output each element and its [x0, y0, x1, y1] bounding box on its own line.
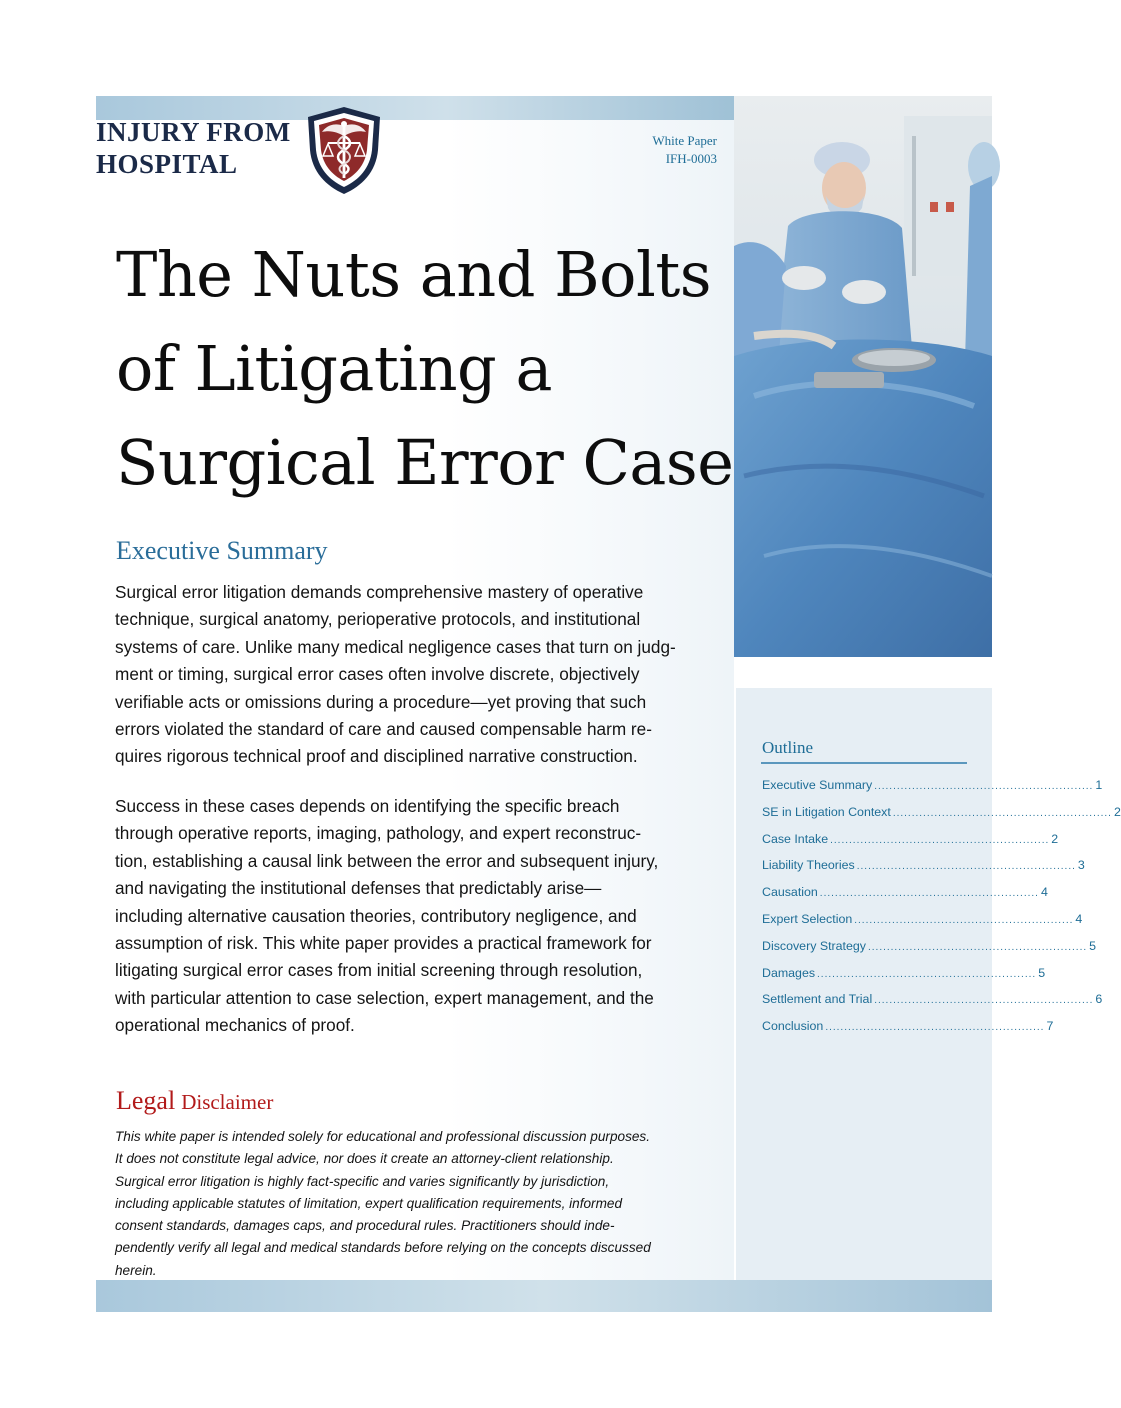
legal-disclaimer-text — [115, 1126, 700, 1282]
outline-item[interactable]: Expert Selection .......................................................... 4 — [762, 911, 1083, 926]
outline-item-label: Damages — [762, 965, 816, 980]
outline-item-label: Settlement and Trial — [762, 992, 873, 1007]
footer-band — [96, 1280, 992, 1312]
outline-item[interactable]: Case Intake .......................................................... 2 — [762, 831, 1059, 846]
brand-name — [96, 116, 306, 180]
executive-summary-paragraph-2 — [115, 793, 700, 1040]
title-line2: of Litigating a — [116, 332, 552, 405]
brand-name-line2: HOSPITAL — [96, 149, 238, 179]
outline-item[interactable]: SE in Litigation Context .......................................................... 2 — [762, 804, 1121, 819]
title-line1: The Nuts and Bolts — [116, 238, 712, 311]
document-type: White Paper — [652, 133, 717, 148]
outline-item-label: SE in Litigation Context — [762, 804, 891, 819]
outline-item-page: 6 — [1095, 992, 1103, 1007]
text-line: systems of care. Unlike many medical negligence cases that turn on judg- — [115, 636, 676, 657]
text-line: through operative reports, imaging, pathology, and expert reconstruc- — [115, 823, 642, 844]
outline-item-label: Liability Theories — [762, 858, 855, 873]
outline-item-page: 4 — [1040, 885, 1048, 900]
text-line: ment or timing, surgical error cases often involve discrete, objectively — [115, 664, 640, 685]
outline-item-page: 4 — [1075, 911, 1083, 926]
outline-item[interactable]: Discovery Strategy .......................................................... 5 — [762, 938, 1097, 953]
outline-item-label: Causation — [762, 885, 818, 900]
page-title — [116, 228, 734, 510]
text-line: including alternative causation theories, contributory negligence, and — [115, 905, 637, 926]
text-line: assumption of risk. This white paper provides a practical framework for — [115, 933, 652, 954]
outline-item[interactable]: Damages .......................................................... 5 — [762, 965, 1046, 980]
legal-heading-word: Legal — [116, 1086, 176, 1115]
text-line: technique, surgical anatomy, perioperative protocols, and institutional — [115, 609, 641, 630]
text-line: Surgical error litigation demands comprehensive mastery of operative — [115, 582, 644, 602]
text-line: tion, establishing a causal link between the error and subsequent injury, — [115, 850, 659, 871]
outline-item-page: 5 — [1038, 965, 1046, 980]
outline-item-label: Case Intake — [762, 831, 829, 846]
document-meta — [600, 132, 717, 168]
text-line: operational mechanics of proof. — [115, 1015, 355, 1036]
text-line: including applicable statutes of limitation, expert qualification requirements, informed — [115, 1195, 623, 1211]
legal-disclaimer-heading — [116, 1086, 273, 1116]
text-line: herein. — [115, 1262, 157, 1278]
outline-item[interactable]: Settlement and Trial .......................................................... 6 — [762, 992, 1103, 1007]
outline-item-label: Conclusion — [762, 1019, 824, 1034]
disclaimer-heading-word: Disclaimer — [181, 1090, 274, 1114]
text-line: This white paper is intended solely for educational and professional discussion purposes. — [115, 1129, 651, 1144]
outline-item[interactable]: Causation .......................................................... 4 — [762, 885, 1048, 900]
outline-item-label: Executive Summary — [762, 778, 873, 792]
executive-summary-heading: Executive Summary — [116, 536, 328, 565]
text-line: with particular attention to case selection, expert management, and the — [115, 987, 654, 1008]
outline-divider — [761, 762, 967, 764]
outline-item-page: 5 — [1089, 938, 1097, 953]
outline-title: Outline — [762, 738, 813, 757]
surgical-team-photo — [734, 96, 992, 657]
outline-list — [762, 778, 1121, 1046]
text-line: and navigating the institutional defenses that predictably arise— — [115, 878, 602, 899]
document-id: IFH-0003 — [665, 151, 717, 166]
text-line: litigating surgical error cases from initial screening through resolution, — [115, 960, 643, 981]
outline-item-page: 1 — [1095, 778, 1103, 792]
outline-item-page: 2 — [1051, 831, 1059, 846]
outline-item-page: 7 — [1046, 1019, 1054, 1034]
outline-item[interactable]: Executive Summary .......................................................... 1 — [762, 778, 1103, 792]
text-line: It does not constitute legal advice, nor does it create an attorney-client relationship. — [115, 1151, 614, 1167]
caduceus-shield-icon — [304, 104, 384, 196]
text-line: errors violated the standard of care and caused compensable harm re- — [115, 719, 652, 740]
text-line: Success in these cases depends on identifying the specific breach — [115, 796, 620, 816]
outline-item-label: Expert Selection — [762, 911, 853, 926]
title-line3: Surgical Error Case — [116, 426, 734, 499]
text-line: quires rigorous technical proof and disciplined narrative construction. — [115, 746, 638, 767]
text-line: verifiable acts or omissions during a procedure—yet proving that such — [115, 691, 647, 712]
outline-item[interactable]: Conclusion .......................................................... 7 — [762, 1019, 1054, 1034]
text-line: Surgical error litigation is highly fact-specific and varies significantly by jurisdiction, — [115, 1173, 610, 1189]
text-line: consent standards, damages caps, and procedural rules. Practitioners should inde- — [115, 1218, 615, 1234]
surgery-illustration — [734, 96, 992, 657]
outline-item-page: 2 — [1113, 804, 1121, 819]
brand-name-line1: INJURY FROM — [96, 117, 291, 147]
executive-summary-paragraph-1 — [115, 579, 700, 771]
outline-item-page: 3 — [1077, 858, 1085, 873]
outline-item-label: Discovery Strategy — [762, 938, 866, 953]
outline-item[interactable]: Liability Theories .......................................................... 3 — [762, 858, 1085, 873]
text-line: pendently verify all legal and medical standards before relying on the concepts discussed — [115, 1240, 651, 1256]
